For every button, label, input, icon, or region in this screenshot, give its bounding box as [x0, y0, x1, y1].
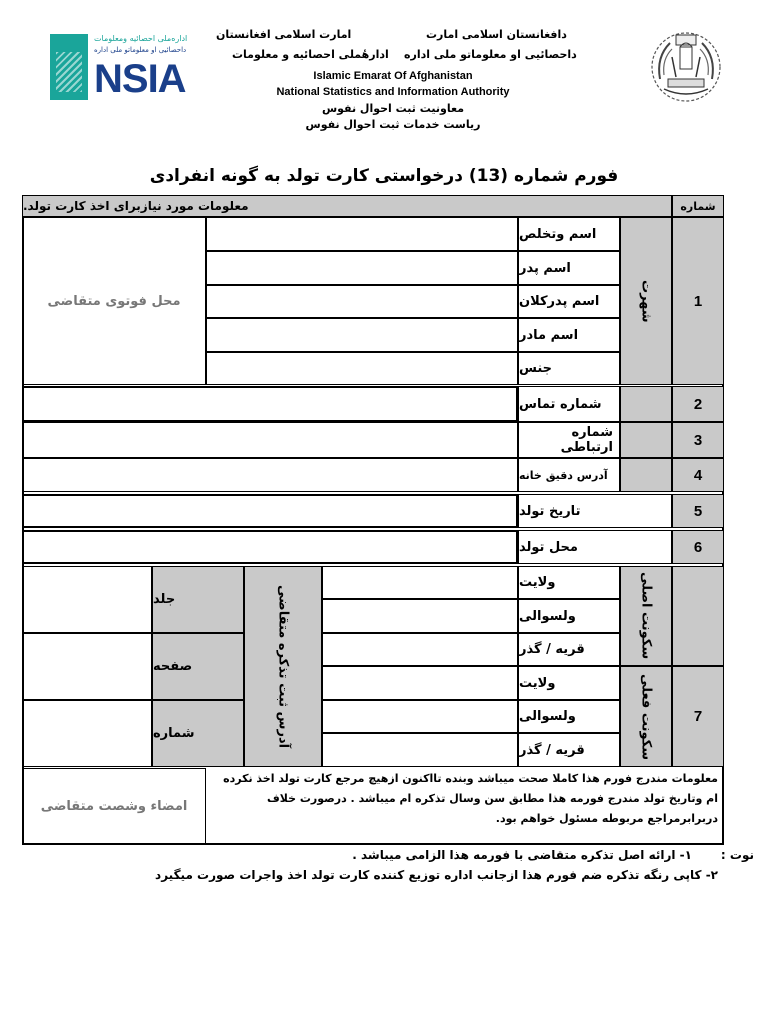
- row-number-7: 7: [672, 666, 724, 767]
- nsia-logo: [50, 32, 188, 102]
- relation-contact-label: شماره ارتباطی: [518, 422, 620, 458]
- birth-date-input[interactable]: [22, 494, 518, 528]
- form-title: فورم شماره (13) درخواستی کارت تولد به گونه انفرادی: [149, 166, 619, 186]
- header-line4: ریاست خدمات ثبت احوال نفوس: [305, 118, 481, 131]
- row7-spacer: [672, 566, 724, 666]
- orig-province-label: ولایت: [518, 566, 620, 599]
- orig-province-input[interactable]: [322, 566, 518, 599]
- contact-label: شماره تماس: [518, 386, 620, 422]
- curr-province-label: ولایت: [518, 666, 620, 700]
- volume-input[interactable]: [22, 566, 152, 633]
- number-input[interactable]: [22, 700, 152, 767]
- contact-input[interactable]: [22, 386, 518, 422]
- birth-place-input[interactable]: [22, 530, 518, 564]
- name-label: اسم وتخلص: [518, 217, 620, 251]
- orig-village-label: قریه / گذر: [518, 633, 620, 666]
- nsia-logo-text-pashto: داحصائیی او معلوماتو ملی اداره: [94, 46, 187, 54]
- residence-original-label: سکونت اصلی: [620, 566, 672, 666]
- tazkira-address-label: آدرس ثبت تذکره متقاضی: [244, 566, 322, 767]
- header-line1-left: امارت اسلامی افغانستان: [216, 28, 352, 41]
- nsia-logo-word: NSIA: [94, 57, 186, 101]
- name-input[interactable]: [206, 217, 518, 251]
- home-address-label: آدرس دقیق خانه: [518, 458, 620, 492]
- row3-spacer: [620, 422, 672, 458]
- orig-district-label: ولسوالی: [518, 599, 620, 633]
- curr-district-input[interactable]: [322, 700, 518, 733]
- father-label: اسم پدر: [518, 251, 620, 285]
- mother-label: اسم مادر: [518, 318, 620, 352]
- header-en-line2: National Statistics and Information Authority: [276, 86, 510, 98]
- row-number-3: 3: [672, 422, 724, 458]
- photo-placeholder[interactable]: محل فوتوی متقاضی: [22, 217, 206, 385]
- grandfather-label: اسم پدرکلان: [518, 285, 620, 318]
- gender-label: جنس: [518, 352, 620, 385]
- declaration-text: معلومات مندرج فورم هذا کاملا صحت میباشد وبنده تااکنون ازهیچ مرجع کارت تولد اخذ نکرده ام وتاریخ تولد مندرج فورمه هذا مطابق سن وسال تذکره ام میباشد . درصورت خلاف دربرابرمراجع مربوطه مسئول خواهم بود.: [223, 772, 718, 825]
- number-label: شماره: [152, 700, 244, 767]
- header-number: شماره: [672, 195, 724, 217]
- header-en-line1: Islamic Emarat Of Afghanistan: [313, 70, 473, 82]
- signature-box[interactable]: امضاء وشصت متقاضی: [22, 768, 206, 844]
- relation-contact-input[interactable]: [22, 422, 518, 458]
- row-number-4: 4: [672, 458, 724, 492]
- curr-village-label: قریه / گذر: [518, 733, 620, 767]
- header-line2-left: ادارهٔملی احصائیه و معلومات: [232, 48, 389, 61]
- note-item-1: ۱- ارائه اصل تذکره متقاضی با فورمه هذا الزامی میباشد .: [352, 848, 692, 862]
- identity-group-label: شهرت: [620, 217, 672, 385]
- row-number-1: 1: [672, 217, 724, 385]
- curr-village-input[interactable]: [322, 733, 518, 767]
- nsia-logo-mark: [50, 34, 88, 100]
- volume-label: جلد: [152, 566, 244, 633]
- header-info: معلومات مورد نیازبرای اخذ کارت تولد.: [22, 195, 672, 217]
- curr-province-input[interactable]: [322, 666, 518, 700]
- notes-label: نوت :: [720, 848, 754, 862]
- home-address-input[interactable]: [22, 458, 518, 492]
- page-input[interactable]: [22, 633, 152, 700]
- header-line3: معاونیت ثبت احوال نفوس: [321, 102, 465, 115]
- row-number-2: 2: [672, 386, 724, 422]
- note-item-2: ۲- کاپی رنگه تذکره ضم فورم هذا ازجانب اداره توزیع کننده کارت تولد اخذ واجرات صورت میگیرد: [155, 868, 718, 882]
- birth-place-label: محل تولد: [518, 530, 672, 564]
- nsia-logo-text-dari: اداره‌ملی احصائیه ومعلومات: [94, 34, 188, 43]
- mother-input[interactable]: [206, 318, 518, 352]
- header-line1-right: دافغانستان اسلامی امارت: [426, 28, 567, 41]
- grandfather-input[interactable]: [206, 285, 518, 318]
- orig-district-input[interactable]: [322, 599, 518, 633]
- row-number-5: 5: [672, 494, 724, 528]
- row4-spacer: [620, 458, 672, 492]
- birth-date-label: تاریخ تولد: [518, 494, 672, 528]
- orig-village-input[interactable]: [322, 633, 518, 666]
- header-line2-right: داحصائیی او معلوماتو ملی اداره: [404, 48, 577, 61]
- islamic-emirate-emblem-icon: [650, 27, 722, 105]
- row2-spacer: [620, 386, 672, 422]
- gender-input[interactable]: [206, 352, 518, 385]
- curr-district-label: ولسوالی: [518, 700, 620, 733]
- residence-current-label: سکونت فعلی: [620, 666, 672, 767]
- page-label: صفحه: [152, 633, 244, 700]
- father-input[interactable]: [206, 251, 518, 285]
- row-number-6: 6: [672, 530, 724, 564]
